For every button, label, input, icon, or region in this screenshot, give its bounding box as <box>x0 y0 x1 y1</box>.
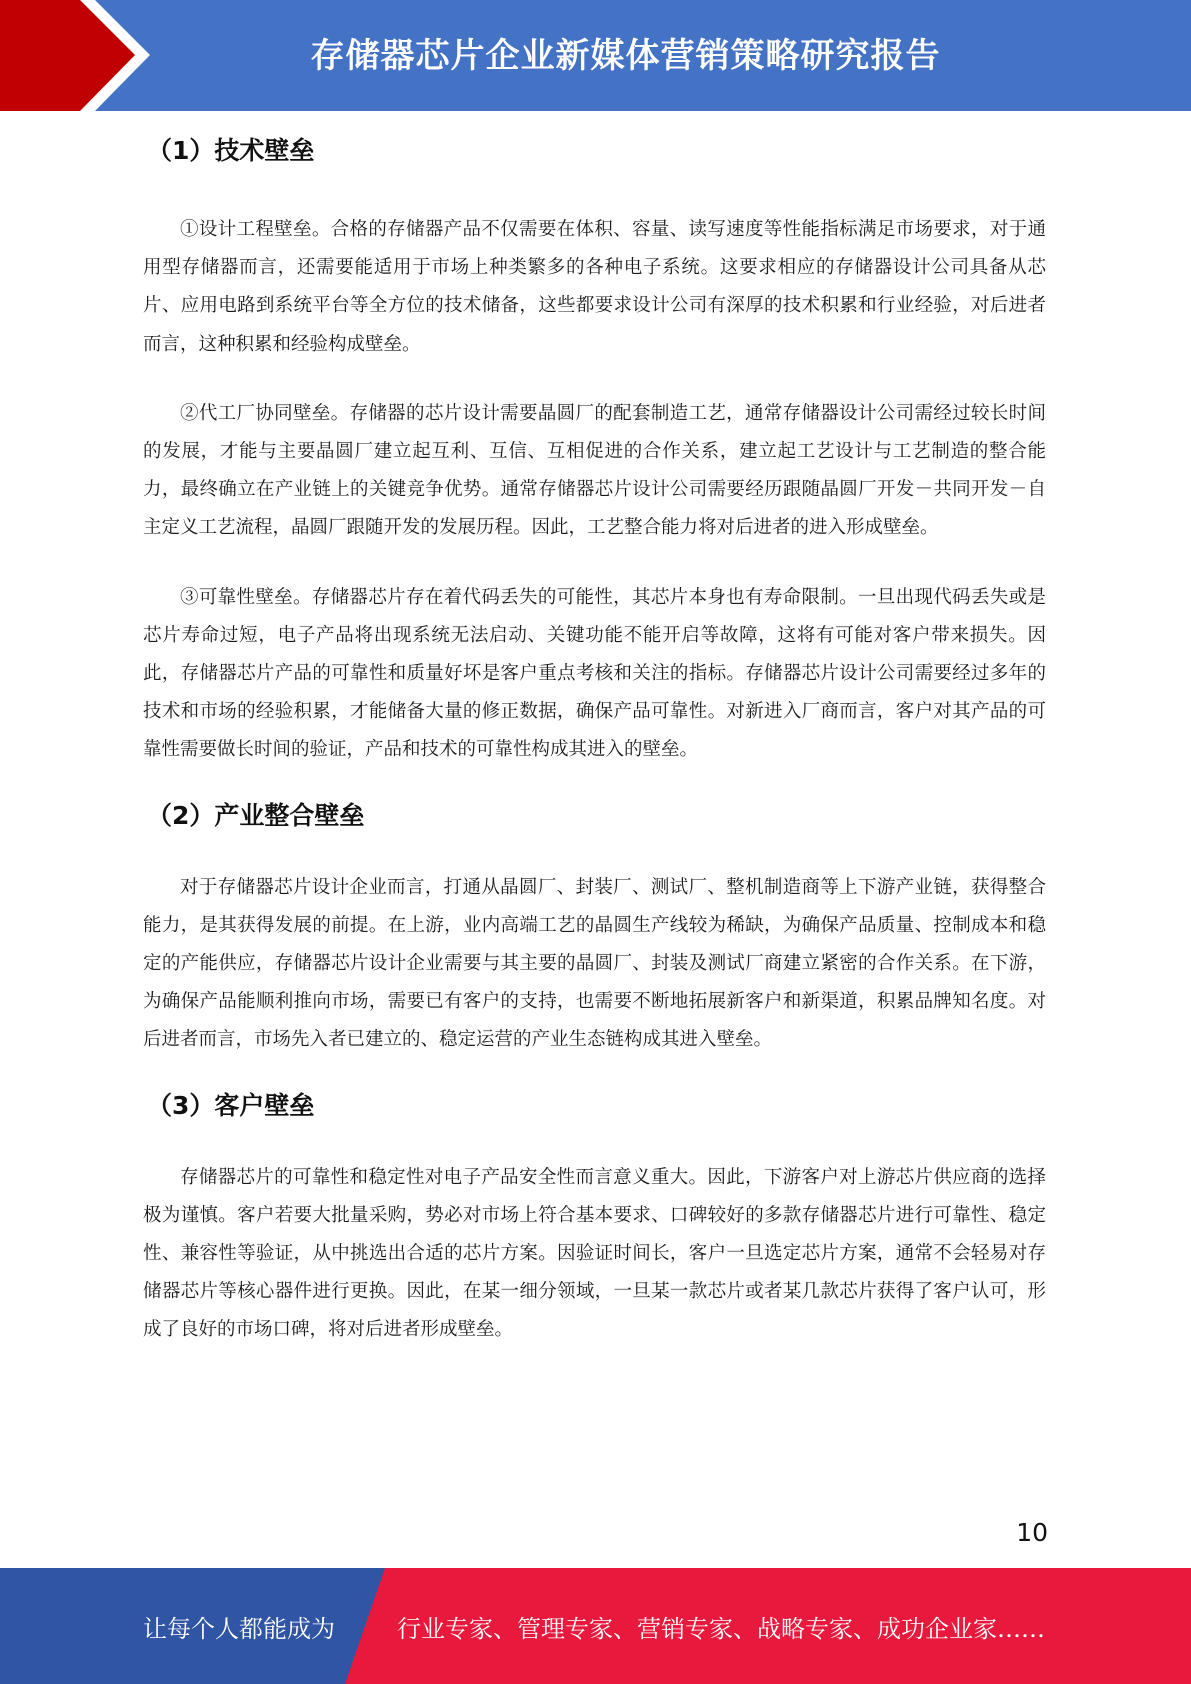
paragraph-design-barrier: ①设计工程壁垒。合格的存储器产品不仅需要在体积、容量、读写速度等性能指标满足市场要求，对于通用型存储器而言，还需要能适用于市场上种类繁多的各种电子系统。这要求相应的存储器设计公司具备从芯片、应用电路到系统平台等全方位的技术储备，这些都要求设计公司有深厚的技术积累和行业经验，对后进者而言，这种积累和经验构成壁垒。 <box>143 219 1046 355</box>
paragraph-foundry-barrier: ②代工厂协同壁垒。存储器的芯片设计需要晶圆厂的配套制造工艺，通常存储器设计公司需经过较长时间的发展，才能与主要晶圆厂建立起互利、互信、互相促进的合作关系，建立起工艺设计与工艺制造的整合能力，最终确立在产业链上的关键竞争优势。通常存储器芯片设计公司需要经历跟随晶圆厂开发－共同开发－自主定义工艺流程，晶圆厂跟随开发的发展历程。因此，工艺整合能力将对后进者的进入形成壁垒。 <box>143 402 1046 539</box>
section-heading: （2）产业整合壁垒 <box>147 800 365 830</box>
section-technology-barrier <box>143 128 1046 181</box>
header-banner <box>0 0 1191 111</box>
footer-banner <box>0 1568 1191 1684</box>
footer-slogan-left: 让每个人都能成为 <box>143 1614 335 1643</box>
document-body <box>143 128 1046 1350</box>
paragraph-integration: 对于存储器芯片设计企业而言，打通从晶圆厂、封装厂、测试厂、整机制造商等上下游产业链，获得整合能力，是其获得发展的前提。在上游，业内高端工艺的晶圆生产线较为稀缺，为确保产品质量、控制成本和稳定的产能供应，存储器芯片设计企业需要与其主要的晶圆厂、封装及测试厂商建立紧密的合作关系。在下游，为确保产品能顺利推向市场，需要已有客户的支持，也需要不断地拓展新客户和新渠道，积累品牌知名度。对后进者而言，市场先入者已建立的、稳定运营的产业生态链构成其进入壁垒。 <box>143 876 1046 1051</box>
section-heading: （3）客户壁垒 <box>147 1090 315 1120</box>
section-industry-integration-barrier <box>143 793 1046 846</box>
section-heading: （1）技术壁垒 <box>147 136 315 165</box>
footer-slogan-right: 行业专家、管理专家、营销专家、战略专家、成功企业家…… <box>397 1614 1045 1643</box>
document-title: 存储器芯片企业新媒体营销策略研究报告 <box>310 36 941 76</box>
paragraph-customer: 存储器芯片的可靠性和稳定性对电子产品安全性而言意义重大。因此，下游客户对上游芯片供应商的选择极为谨慎。客户若要大批量采购，势必对市场上符合基本要求、口碑较好的多款存储器芯片进行可靠性、稳定性、兼容性等验证，从中挑选出合适的芯片方案。因验证时间长，客户一旦选定芯片方案，通常不会轻易对存储器芯片等核心器件进行更换。因此，在某一细分领域，一旦某一款芯片或者某几款芯片获得了客户认可，形成了良好的市场口碑，将对后进者形成壁垒。 <box>143 1166 1046 1341</box>
page-number: 10 <box>1016 1518 1048 1547</box>
paragraph-reliability-barrier: ③可靠性壁垒。存储器芯片存在着代码丢失的可能性，其芯片本身也有寿命限制。一旦出现代码丢失或是芯片寿命过短，电子产品将出现系统无法启动、关键功能不能开启等故障，这将有可能对客户带来损失。因此，存储器芯片产品的可靠性和质量好坏是客户重点考核和关注的指标。存储器芯片设计公司需要经过多年的技术和市场的经验积累，才能储备大量的修正数据，确保产品可靠性。对新进入厂商而言，客户对其产品的可靠性需要做长时间的验证，产品和技术的可靠性构成其进入的壁垒。 <box>143 586 1046 761</box>
section-customer-barrier <box>143 1083 1046 1136</box>
